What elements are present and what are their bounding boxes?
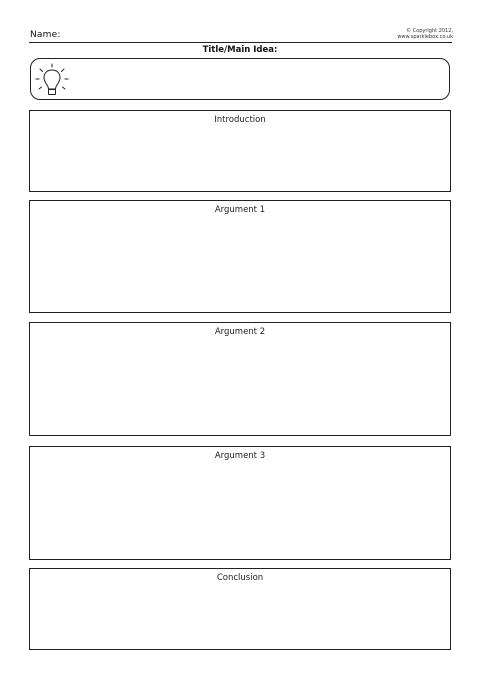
name-label: Name: xyxy=(30,30,61,40)
section-introduction[interactable] xyxy=(29,110,451,192)
section-title-introduction: Introduction xyxy=(214,115,266,125)
copyright-text: © Copyright 2012, xyxy=(406,28,453,34)
section-title-argument-2: Argument 2 xyxy=(214,327,266,337)
lightbulb-icon xyxy=(35,62,69,98)
main-idea-box[interactable] xyxy=(30,58,450,100)
section-argument-3[interactable] xyxy=(29,446,451,560)
section-title-conclusion: Conclusion xyxy=(216,573,264,583)
section-title-argument-1: Argument 1 xyxy=(214,205,266,215)
section-argument-2[interactable] xyxy=(29,322,451,436)
name-line xyxy=(29,42,452,43)
section-conclusion[interactable] xyxy=(29,568,451,650)
copyright-notice xyxy=(397,28,453,40)
title-main-idea-label: Title/Main Idea: xyxy=(202,45,278,55)
copyright-url: www.sparklebox.co.uk xyxy=(397,34,453,40)
section-argument-1[interactable] xyxy=(29,200,451,313)
section-title-argument-3: Argument 3 xyxy=(214,451,266,461)
